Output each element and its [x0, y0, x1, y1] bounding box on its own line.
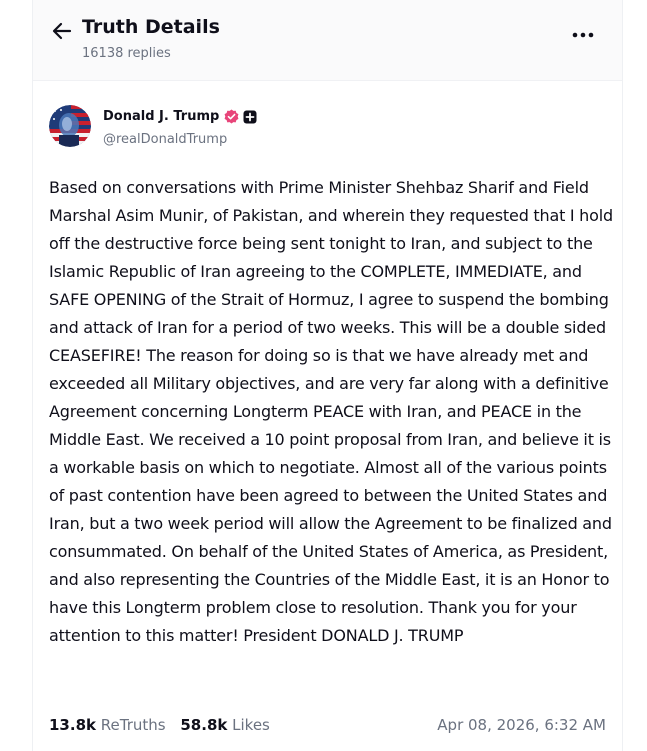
retruths-stat[interactable] — [49, 716, 166, 734]
likes-stat[interactable] — [180, 716, 270, 734]
post-body: Based on conversations with Prime Minister Shehbaz Sharif and Field Marshal Asim Munir, of Pakistan, and wherein they requested that I hold off the destructive force being sent tonight to Iran, and subject to the Islamic Republic of Iran agreeing to the COMPLETE, IMMEDIATE, and SAFE OPENING of the Strait of Hormuz, I agree to suspend the bombing and attack of Iran for a period of two weeks. This will be a double sided CEASEFIRE! The reason for doing so is that we have already met and exceeded all Military objectives, and are very far along with a definitive Agreement concerning Longterm PEACE with Iran, and PEACE in the Middle East. We received a 10 point proposal from Iran, and believe it is a workable basis on which to negotiate. Almost all of the various points of past contention have been agreed to between the United States and Iran, but a two week period will allow the Agreement to be finalized and consummated. On behalf of the United States of America, as President, and also representing the Countries of the Middle East, it is an Honor to have this Longterm problem close to resolution. Thank you for your attention to this matter! President DONALD J. TRUMP — [49, 178, 614, 645]
more-options-button[interactable] — [565, 20, 601, 44]
avatar[interactable] — [49, 105, 91, 147]
truth-details-panel — [32, 0, 623, 751]
post-timestamp: Apr 08, 2026, 6:32 AM — [437, 716, 606, 734]
page-title: Truth Details — [82, 16, 220, 38]
post-stats — [49, 716, 280, 734]
author-handle[interactable]: @realDonaldTrump — [103, 132, 228, 147]
plus-badge-icon — [243, 110, 257, 124]
retruths-count: 13.8k — [49, 716, 96, 734]
retruths-label: ReTruths — [100, 716, 166, 734]
header-divider — [33, 80, 622, 81]
likes-label: Likes — [232, 716, 270, 734]
reply-count: 16138 replies — [82, 46, 171, 61]
more-horizontal-icon — [572, 23, 594, 42]
arrow-left-icon[interactable] — [51, 20, 73, 42]
author-name-text: Donald J. Trump — [103, 109, 220, 124]
page-header — [33, 0, 622, 80]
verified-badge-icon — [224, 109, 239, 124]
likes-count: 58.8k — [180, 716, 228, 734]
author-name[interactable] — [103, 109, 257, 124]
